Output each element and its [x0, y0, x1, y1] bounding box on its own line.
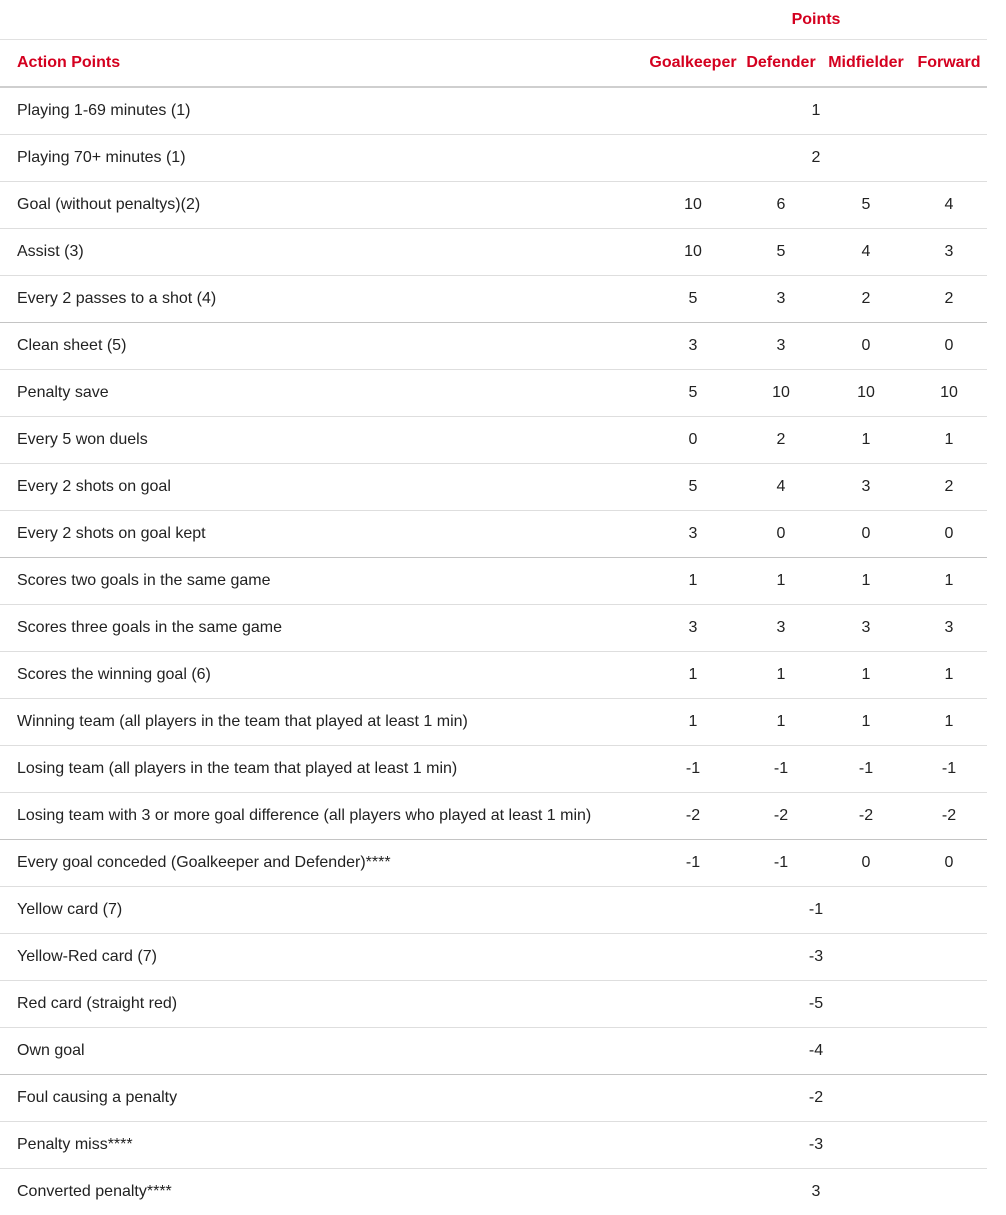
goalkeeper-points-cell: 0: [645, 417, 741, 464]
table-row: [0, 1028, 987, 1075]
goalkeeper-points-cell: 3: [645, 605, 741, 652]
defender-points-cell: 3: [741, 323, 821, 370]
forward-points-cell: 4: [911, 182, 987, 229]
forward-points-cell: -2: [911, 793, 987, 840]
goalkeeper-points-cell: -2: [645, 793, 741, 840]
midfielder-points-cell: -2: [821, 793, 911, 840]
table-row: [0, 370, 987, 417]
defender-points-cell: 1: [741, 558, 821, 605]
table-row: [0, 229, 987, 276]
points-all-positions-cell: -1: [645, 887, 987, 934]
goalkeeper-points-cell: 10: [645, 182, 741, 229]
table-row: [0, 887, 987, 934]
forward-points-cell: 0: [911, 840, 987, 887]
points-all-positions-cell: -4: [645, 1028, 987, 1075]
midfielder-points-cell: 4: [821, 229, 911, 276]
action-cell: Every 2 shots on goal kept: [0, 511, 645, 558]
table-row: [0, 511, 987, 558]
table-row: [0, 87, 987, 135]
table-row: [0, 746, 987, 793]
goalkeeper-points-cell: 10: [645, 229, 741, 276]
table-row: [0, 934, 987, 981]
points-all-positions-cell: 3: [645, 1169, 987, 1215]
action-points-header: Action Points: [0, 40, 645, 88]
goalkeeper-points-cell: 1: [645, 652, 741, 699]
forward-points-cell: 3: [911, 605, 987, 652]
goalkeeper-points-cell: 3: [645, 323, 741, 370]
table-super-header: [0, 0, 987, 40]
table-row: [0, 1075, 987, 1122]
action-cell: Losing team (all players in the team that played at least 1 min): [0, 746, 645, 793]
forward-points-cell: 1: [911, 652, 987, 699]
action-cell: Scores two goals in the same game: [0, 558, 645, 605]
forward-points-cell: 2: [911, 464, 987, 511]
forward-points-cell: 1: [911, 558, 987, 605]
midfielder-points-cell: 5: [821, 182, 911, 229]
table-row: [0, 182, 987, 229]
defender-points-cell: -2: [741, 793, 821, 840]
defender-points-cell: 4: [741, 464, 821, 511]
defender-points-cell: 6: [741, 182, 821, 229]
action-cell: Goal (without penaltys)(2): [0, 182, 645, 229]
table-header: [0, 40, 987, 88]
action-cell: Yellow-Red card (7): [0, 934, 645, 981]
defender-points-cell: 0: [741, 511, 821, 558]
action-cell: Scores the winning goal (6): [0, 652, 645, 699]
defender-points-cell: 5: [741, 229, 821, 276]
midfielder-points-cell: 0: [821, 511, 911, 558]
midfielder-points-cell: 3: [821, 605, 911, 652]
defender-points-cell: 2: [741, 417, 821, 464]
action-cell: Playing 70+ minutes (1): [0, 135, 645, 182]
points-all-positions-cell: -3: [645, 1122, 987, 1169]
action-cell: Assist (3): [0, 229, 645, 276]
action-cell: Yellow card (7): [0, 887, 645, 934]
defender-points-cell: 10: [741, 370, 821, 417]
action-cell: Foul causing a penalty: [0, 1075, 645, 1122]
defender-points-cell: 1: [741, 699, 821, 746]
midfielder-points-cell: 1: [821, 652, 911, 699]
table-row: [0, 135, 987, 182]
goalkeeper-points-cell: 3: [645, 511, 741, 558]
table-row: [0, 605, 987, 652]
midfielder-points-cell: 1: [821, 558, 911, 605]
goalkeeper-points-cell: 1: [645, 558, 741, 605]
defender-points-cell: 3: [741, 605, 821, 652]
forward-points-cell: -1: [911, 746, 987, 793]
midfielder-points-cell: 0: [821, 323, 911, 370]
table-row: [0, 276, 987, 323]
forward-points-cell: 1: [911, 417, 987, 464]
table-row: [0, 558, 987, 605]
action-cell: Every 5 won duels: [0, 417, 645, 464]
midfielder-points-cell: -1: [821, 746, 911, 793]
midfielder-points-cell: 2: [821, 276, 911, 323]
table-row: [0, 793, 987, 840]
action-cell: Losing team with 3 or more goal difference (all players who played at least 1 min): [0, 793, 645, 840]
action-cell: Own goal: [0, 1028, 645, 1075]
action-cell: Playing 1-69 minutes (1): [0, 87, 645, 135]
points-header: Points: [645, 0, 987, 40]
goalkeeper-points-cell: 5: [645, 276, 741, 323]
goalkeeper-points-cell: 5: [645, 370, 741, 417]
defender-points-cell: -1: [741, 840, 821, 887]
forward-header: Forward: [911, 40, 987, 88]
table-row: [0, 699, 987, 746]
action-cell: Every goal conceded (Goalkeeper and Defender)****: [0, 840, 645, 887]
table-row: [0, 652, 987, 699]
midfielder-points-cell: 3: [821, 464, 911, 511]
goalkeeper-points-cell: -1: [645, 840, 741, 887]
goalkeeper-points-cell: 1: [645, 699, 741, 746]
midfielder-points-cell: 0: [821, 840, 911, 887]
points-all-positions-cell: 1: [645, 87, 987, 135]
action-cell: Clean sheet (5): [0, 323, 645, 370]
table-row: [0, 417, 987, 464]
defender-header: Defender: [741, 40, 821, 88]
goalkeeper-points-cell: -1: [645, 746, 741, 793]
table-row: [0, 323, 987, 370]
forward-points-cell: 0: [911, 511, 987, 558]
action-cell: Every 2 shots on goal: [0, 464, 645, 511]
points-all-positions-cell: -2: [645, 1075, 987, 1122]
action-cell: Red card (straight red): [0, 981, 645, 1028]
forward-points-cell: 1: [911, 699, 987, 746]
action-cell: Winning team (all players in the team that played at least 1 min): [0, 699, 645, 746]
action-cell: Converted penalty****: [0, 1169, 645, 1215]
midfielder-header: Midfielder: [821, 40, 911, 88]
goalkeeper-points-cell: 5: [645, 464, 741, 511]
table-row: [0, 981, 987, 1028]
table-row: [0, 1169, 987, 1215]
forward-points-cell: 3: [911, 229, 987, 276]
forward-points-cell: 0: [911, 323, 987, 370]
defender-points-cell: -1: [741, 746, 821, 793]
forward-points-cell: 2: [911, 276, 987, 323]
forward-points-cell: 10: [911, 370, 987, 417]
table-body: [0, 87, 987, 1215]
points-all-positions-cell: -3: [645, 934, 987, 981]
table-row: [0, 464, 987, 511]
action-cell: Penalty save: [0, 370, 645, 417]
defender-points-cell: 1: [741, 652, 821, 699]
midfielder-points-cell: 10: [821, 370, 911, 417]
goalkeeper-header: Goalkeeper: [645, 40, 741, 88]
defender-points-cell: 3: [741, 276, 821, 323]
action-cell: Scores three goals in the same game: [0, 605, 645, 652]
action-cell: Every 2 passes to a shot (4): [0, 276, 645, 323]
header-spacer: [0, 0, 645, 40]
points-all-positions-cell: -5: [645, 981, 987, 1028]
table-row: [0, 1122, 987, 1169]
table-row: [0, 840, 987, 887]
midfielder-points-cell: 1: [821, 699, 911, 746]
action-cell: Penalty miss****: [0, 1122, 645, 1169]
midfielder-points-cell: 1: [821, 417, 911, 464]
points-all-positions-cell: 2: [645, 135, 987, 182]
